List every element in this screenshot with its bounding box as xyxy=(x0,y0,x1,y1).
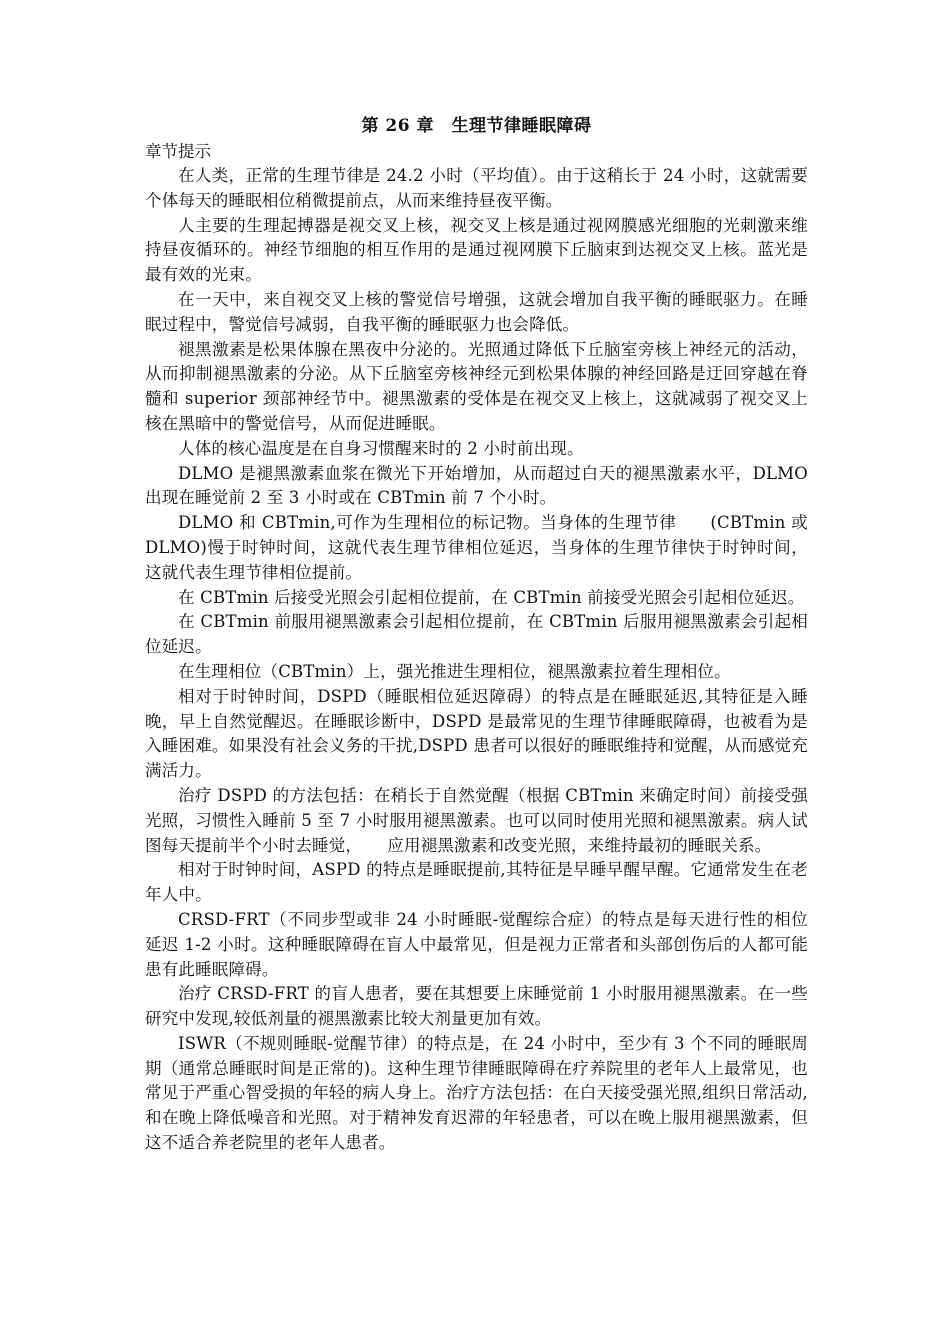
paragraph-9: 在 CBTmin 前服用褪黑激素会引起相位提前，在 CBTmin 后服用褪黑激素会引起相位延迟。 xyxy=(145,612,808,657)
paragraph-13: 相对于时钟时间，ASPD 的特点是睡眠提前,其特征是早睡早醒早醒。它通常发生在老年人中。 xyxy=(145,860,808,905)
paragraph-14: CRSD-FRT（不同步型或非 24 小时睡眠-觉醒综合症）的特点是每天进行性的相位延迟 1-2 小时。这种睡眠障碍在盲人中最常见，但是视力正常者和头部创伤后的人都可能患有此睡眠障碍。 xyxy=(145,909,808,979)
paragraph-3: 在一天中，来自视交叉上核的警觉信号增强，这就会增加自我平衡的睡眠驱力。在睡眠过程中，警觉信号减弱，自我平衡的睡眠驱力也会降低。 xyxy=(145,289,808,334)
paragraph-8: 在 CBTmin 后接受光照会引起相位提前，在 CBTmin 前接受光照会引起相位延迟。 xyxy=(178,587,805,607)
paragraph-4: 褪黑激素是松果体腺在黑夜中分泌的。光照通过降低下丘脑室旁核上神经元的活动，从而抑制褪黑激素的分泌。从下丘脑室旁核神经元到松果体腺的神经回路是迂回穿越在脊髓和 superior 颈部神经节中。褪黑激素的受体是在视交叉上核上，这就减弱了视交叉上核在黑暗中的警觉信号，从而促进睡眠。 xyxy=(145,339,808,433)
paragraph-16: ISWR（不规则睡眠-觉醒节律）的特点是，在 24 小时中，至少有 3 个不同的睡眠周期（通常总睡眠时间是正常的)。这种生理节律睡眠障碍在疗养院里的老年人上最常见，也常见于严重心智受损的年轻的病人身上。治疗方法包括：在白天接受强光照,组织日常活动, 和在晚上降低噪音和光照。对于精神发育迟滞的年轻患者，可以在晚上服用褪黑激素，但这不适合养老院里的老年人患者。 xyxy=(145,1033,808,1153)
paragraph-5: 人体的核心温度是在自身习惯醒来时的 2 小时前出现。 xyxy=(178,438,584,458)
paragraph-11: 相对于时钟时间，DSPD（睡眠相位延迟障碍）的特点是在睡眠延迟,其特征是入睡晚，早上自然觉醒迟。在睡眠诊断中，DSPD 是最常见的生理节律睡眠障碍，也被看为是入睡困难。如果没有社会义务的干扰,DSPD 患者可以很好的睡眠维持和觉醒，从而感觉充满活力。 xyxy=(145,686,808,781)
paragraph-1: 在人类，正常的生理节律是 24.2 小时（平均值）。由于这稍长于 24 小时，这就需要个体每天的睡眠相位稍微提前点，从而来维持昼夜平衡。 xyxy=(145,166,808,210)
paragraph-6: DLMO 是褪黑激素血浆在微光下开始增加，从而超过白天的褪黑激素水平，DLMO 出现在睡觉前 2 至 3 小时或在 CBTmin 前 7 个小时。 xyxy=(145,463,808,508)
chapter-title: 第 26 章 生理节律睡眠障碍 xyxy=(361,116,592,136)
paragraph-12: 治疗 DSPD 的方法包括：在稍长于自然觉醒（根据 CBTmin 来确定时间）前接受强光照，习惯性入睡前 5 至 7 小时服用褪黑激素。也可以同时使用光照和褪黑激素。病人试图每天提前半个小时去睡觉， 应用褪黑激素和改变光照，来维持最初的睡眠关系。 xyxy=(145,785,808,855)
paragraph-2: 人主要的生理起搏器是视交叉上核，视交叉上核是通过视网膜感光细胞的光刺激来维持昼夜循环的。神经节细胞的相互作用的是通过视网膜下丘脑束到达视交叉上核。蓝光是最有效的光束。 xyxy=(145,215,808,285)
document-page xyxy=(145,112,808,1156)
section-heading: 章节提示 xyxy=(145,142,211,161)
paragraph-10: 在生理相位（CBTmin）上，强光推进生理相位，褪黑激素拉着生理相位。 xyxy=(178,661,731,681)
paragraph-7: DLMO 和 CBTmin,可作为生理相位的标记物。当身体的生理节律 (CBTmin 或 DLMO)慢于时钟时间，这就代表生理节律相位延迟，当身体的生理节律快于时钟时间，这就代表生理节律相位提前。 xyxy=(145,513,808,582)
paragraph-15: 治疗 CRSD-FRT 的盲人患者，要在其想要上床睡觉前 1 小时服用褪黑激素。在一些研究中发现,较低剂量的褪黑激素比较大剂量更加有效。 xyxy=(145,984,808,1029)
